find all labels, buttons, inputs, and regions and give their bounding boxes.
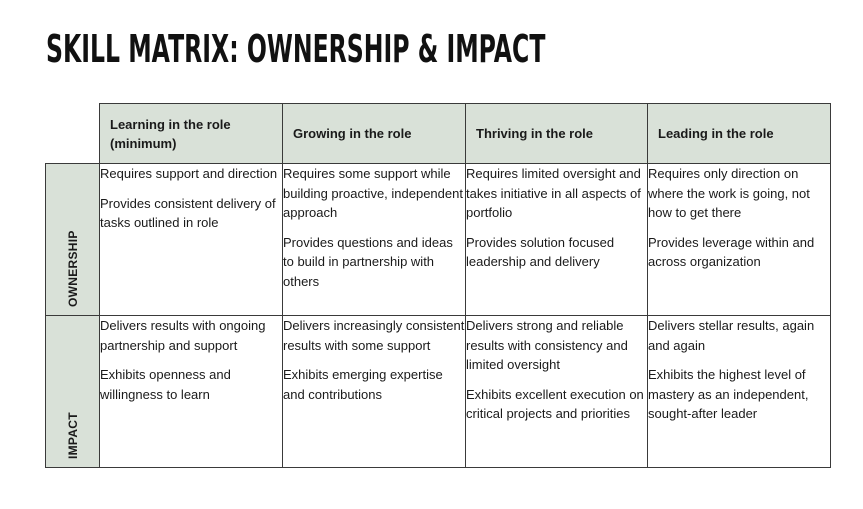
column-header-growing: Growing in the role <box>283 104 466 164</box>
cell-statement: Requires only direction on where the work is going, not how to get there <box>648 166 810 220</box>
cell-statement: Requires some support while building proactive, independent approach <box>283 166 463 220</box>
cell-statement: Provides solution focused leadership and delivery <box>466 234 615 269</box>
matrix-cell <box>100 164 283 316</box>
column-header-thriving: Thriving in the role <box>466 104 648 164</box>
corner-cell <box>46 104 100 164</box>
page-title: SKILL MATRIX: OWNERSHIP & IMPACT <box>46 27 546 71</box>
matrix-cell <box>283 316 466 468</box>
cell-statement: Exhibits emerging expertise and contributions <box>283 367 443 402</box>
column-header-learning: Learning in the role (minimum) <box>100 104 283 164</box>
matrix-cell <box>283 164 466 316</box>
row-header-ownership <box>46 164 100 316</box>
matrix-cell <box>466 316 648 468</box>
header-row <box>46 104 831 164</box>
cell-statement: Exhibits openness and willingness to learn <box>100 367 231 402</box>
matrix-cell <box>648 164 831 316</box>
row-label-impact: IMPACT <box>65 412 80 459</box>
matrix-cell <box>466 164 648 316</box>
matrix-cell <box>100 316 283 468</box>
cell-statement: Provides leverage within and across organization <box>648 234 815 269</box>
cell-statement: Delivers increasingly consistent results with some support <box>283 318 465 353</box>
cell-statement: Provides consistent delivery of tasks outlined in role <box>100 195 276 230</box>
skill-matrix-table <box>45 103 831 468</box>
cell-statement: Provides questions and ideas to build in partnership with others <box>283 234 453 289</box>
cell-statement: Delivers results with ongoing partnership and support <box>100 318 266 353</box>
cell-statement: Delivers strong and reliable results with consistency and limited oversight <box>466 318 628 372</box>
cell-statement: Exhibits excellent execution on critical projects and priorities <box>466 386 644 421</box>
column-header-leading: Leading in the role <box>648 104 831 164</box>
table-row-ownership <box>46 164 831 316</box>
cell-statement: Delivers stellar results, again and again <box>648 318 815 353</box>
row-header-impact <box>46 316 100 468</box>
cell-statement: Requires support and direction <box>100 166 278 181</box>
table-row-impact <box>46 316 831 468</box>
cell-statement: Requires limited oversight and takes initiative in all aspects of portfolio <box>466 166 641 220</box>
matrix-cell <box>648 316 831 468</box>
cell-statement: Exhibits the highest level of mastery as an independent, sought-after leader <box>648 367 809 421</box>
row-label-ownership: OWNERSHIP <box>65 230 80 307</box>
